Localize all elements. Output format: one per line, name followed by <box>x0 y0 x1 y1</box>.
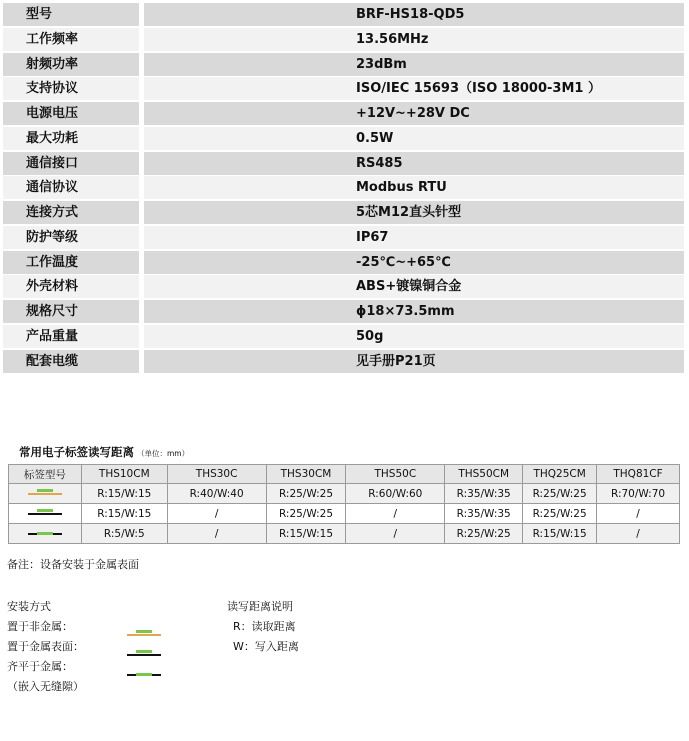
legend-label: 齐平于金属： <box>7 660 73 673</box>
column-header: THQ25CM <box>523 465 597 484</box>
table-cell: R:5/W:5 <box>81 524 167 544</box>
table-cell: R:25/W:25 <box>523 484 597 504</box>
spec-value: Modbus RTU <box>144 176 684 199</box>
spec-value: 5芯M12直头针型 <box>144 201 684 224</box>
spec-value: IP67 <box>144 226 684 249</box>
table-cell: R:25/W:25 <box>266 484 346 504</box>
spec-row <box>3 53 684 76</box>
legend-item <box>7 657 84 677</box>
legend-item <box>7 617 84 637</box>
metal-surface-mount-icon <box>9 504 82 524</box>
legend-item <box>7 637 84 657</box>
spec-row <box>3 28 684 51</box>
distance-title-text: 常用电子标签读写距离 <box>19 445 134 459</box>
table-cell: / <box>346 504 445 524</box>
spec-key: 规格尺寸 <box>3 300 139 323</box>
embedded-mount-icon <box>127 664 161 684</box>
spec-value: ϕ18×73.5mm <box>144 300 684 323</box>
spec-key: 射频功率 <box>3 53 139 76</box>
legend-label: 置于金属表面： <box>7 640 84 653</box>
rw-legend <box>227 597 299 657</box>
table-cell: R:40/W:40 <box>167 484 266 504</box>
spec-row <box>3 325 684 348</box>
table-row <box>9 504 680 524</box>
table-cell: R:25/W:25 <box>523 504 597 524</box>
note-text: 备注：设备安装于金属表面 <box>7 558 139 571</box>
spec-key: 连接方式 <box>3 201 139 224</box>
table-cell: R:15/W:15 <box>523 524 597 544</box>
table-cell: / <box>346 524 445 544</box>
spec-key: 支持协议 <box>3 77 139 100</box>
rw-write: W：写入距离 <box>233 640 299 653</box>
spec-key: 型号 <box>3 3 139 26</box>
column-header: THQ81CF <box>597 465 680 484</box>
spec-value: RS485 <box>144 152 684 175</box>
spec-key: 防护等级 <box>3 226 139 249</box>
spec-row <box>3 102 684 125</box>
spec-value: +12V~+28V DC <box>144 102 684 125</box>
distance-title <box>19 444 189 460</box>
spec-value: 13.56MHz <box>144 28 684 51</box>
rw-read: R：读取距离 <box>233 620 296 633</box>
column-header: THS30C <box>167 465 266 484</box>
legend-item: （嵌入无缝隙） <box>7 680 84 693</box>
table-cell: R:35/W:35 <box>445 504 523 524</box>
spec-value: -25℃~+65℃ <box>144 251 684 274</box>
table-cell: R:15/W:15 <box>81 484 167 504</box>
spec-value: 23dBm <box>144 53 684 76</box>
table-cell: R:25/W:25 <box>445 524 523 544</box>
table-cell: R:70/W:70 <box>597 484 680 504</box>
legend-label: 置于非金属： <box>7 620 73 633</box>
spec-row <box>3 3 684 26</box>
spec-row <box>3 226 684 249</box>
spec-key: 产品重量 <box>3 325 139 348</box>
embedded-mount-icon <box>9 524 82 544</box>
metal-surface-mount-icon <box>127 644 161 664</box>
spec-row <box>3 350 684 373</box>
spec-key: 外壳材料 <box>3 275 139 298</box>
spec-key: 配套电缆 <box>3 350 139 373</box>
spec-value: 0.5W <box>144 127 684 150</box>
column-header: THS10CM <box>81 465 167 484</box>
spec-key: 电源电压 <box>3 102 139 125</box>
spec-key: 工作频率 <box>3 28 139 51</box>
nonmetal-mount-icon <box>127 624 161 644</box>
table-cell: / <box>167 504 266 524</box>
spec-key: 通信协议 <box>3 176 139 199</box>
nonmetal-mount-icon <box>9 484 82 504</box>
spec-row <box>3 300 684 323</box>
column-header: THS50CM <box>445 465 523 484</box>
spec-value: 50g <box>144 325 684 348</box>
spec-value: BRF-HS18-QD5 <box>144 3 684 26</box>
spec-row <box>3 77 684 100</box>
spec-row <box>3 152 684 175</box>
spec-row <box>3 251 684 274</box>
table-cell: R:15/W:15 <box>266 524 346 544</box>
table-cell: R:15/W:15 <box>81 504 167 524</box>
distance-table <box>8 464 680 544</box>
table-row <box>9 484 680 504</box>
spec-row <box>3 127 684 150</box>
distance-unit: （单位：mm） <box>137 449 190 458</box>
spec-key: 通信接口 <box>3 152 139 175</box>
table-row <box>9 524 680 544</box>
table-cell: R:60/W:60 <box>346 484 445 504</box>
table-cell: / <box>597 504 680 524</box>
mount-legend <box>7 597 84 697</box>
spec-row <box>3 176 684 199</box>
spec-value: 见手册P21页 <box>144 350 684 373</box>
spec-value: ISO/IEC 15693（ISO 18000-3M1 ） <box>144 77 684 100</box>
column-header: THS30CM <box>266 465 346 484</box>
legend-title: 安装方式 <box>7 600 51 613</box>
spec-key: 工作温度 <box>3 251 139 274</box>
spec-table <box>3 3 684 374</box>
spec-key: 最大功耗 <box>3 127 139 150</box>
column-header: THS50C <box>346 465 445 484</box>
spec-value: ABS+镀镍铜合金 <box>144 275 684 298</box>
spec-row <box>3 275 684 298</box>
table-cell: R:35/W:35 <box>445 484 523 504</box>
spec-row <box>3 201 684 224</box>
rw-title: 读写距离说明 <box>227 600 293 613</box>
table-header-row <box>9 465 680 484</box>
table-cell: / <box>597 524 680 544</box>
table-cell: R:25/W:25 <box>266 504 346 524</box>
table-cell: / <box>167 524 266 544</box>
column-header: 标签型号 <box>9 465 82 484</box>
